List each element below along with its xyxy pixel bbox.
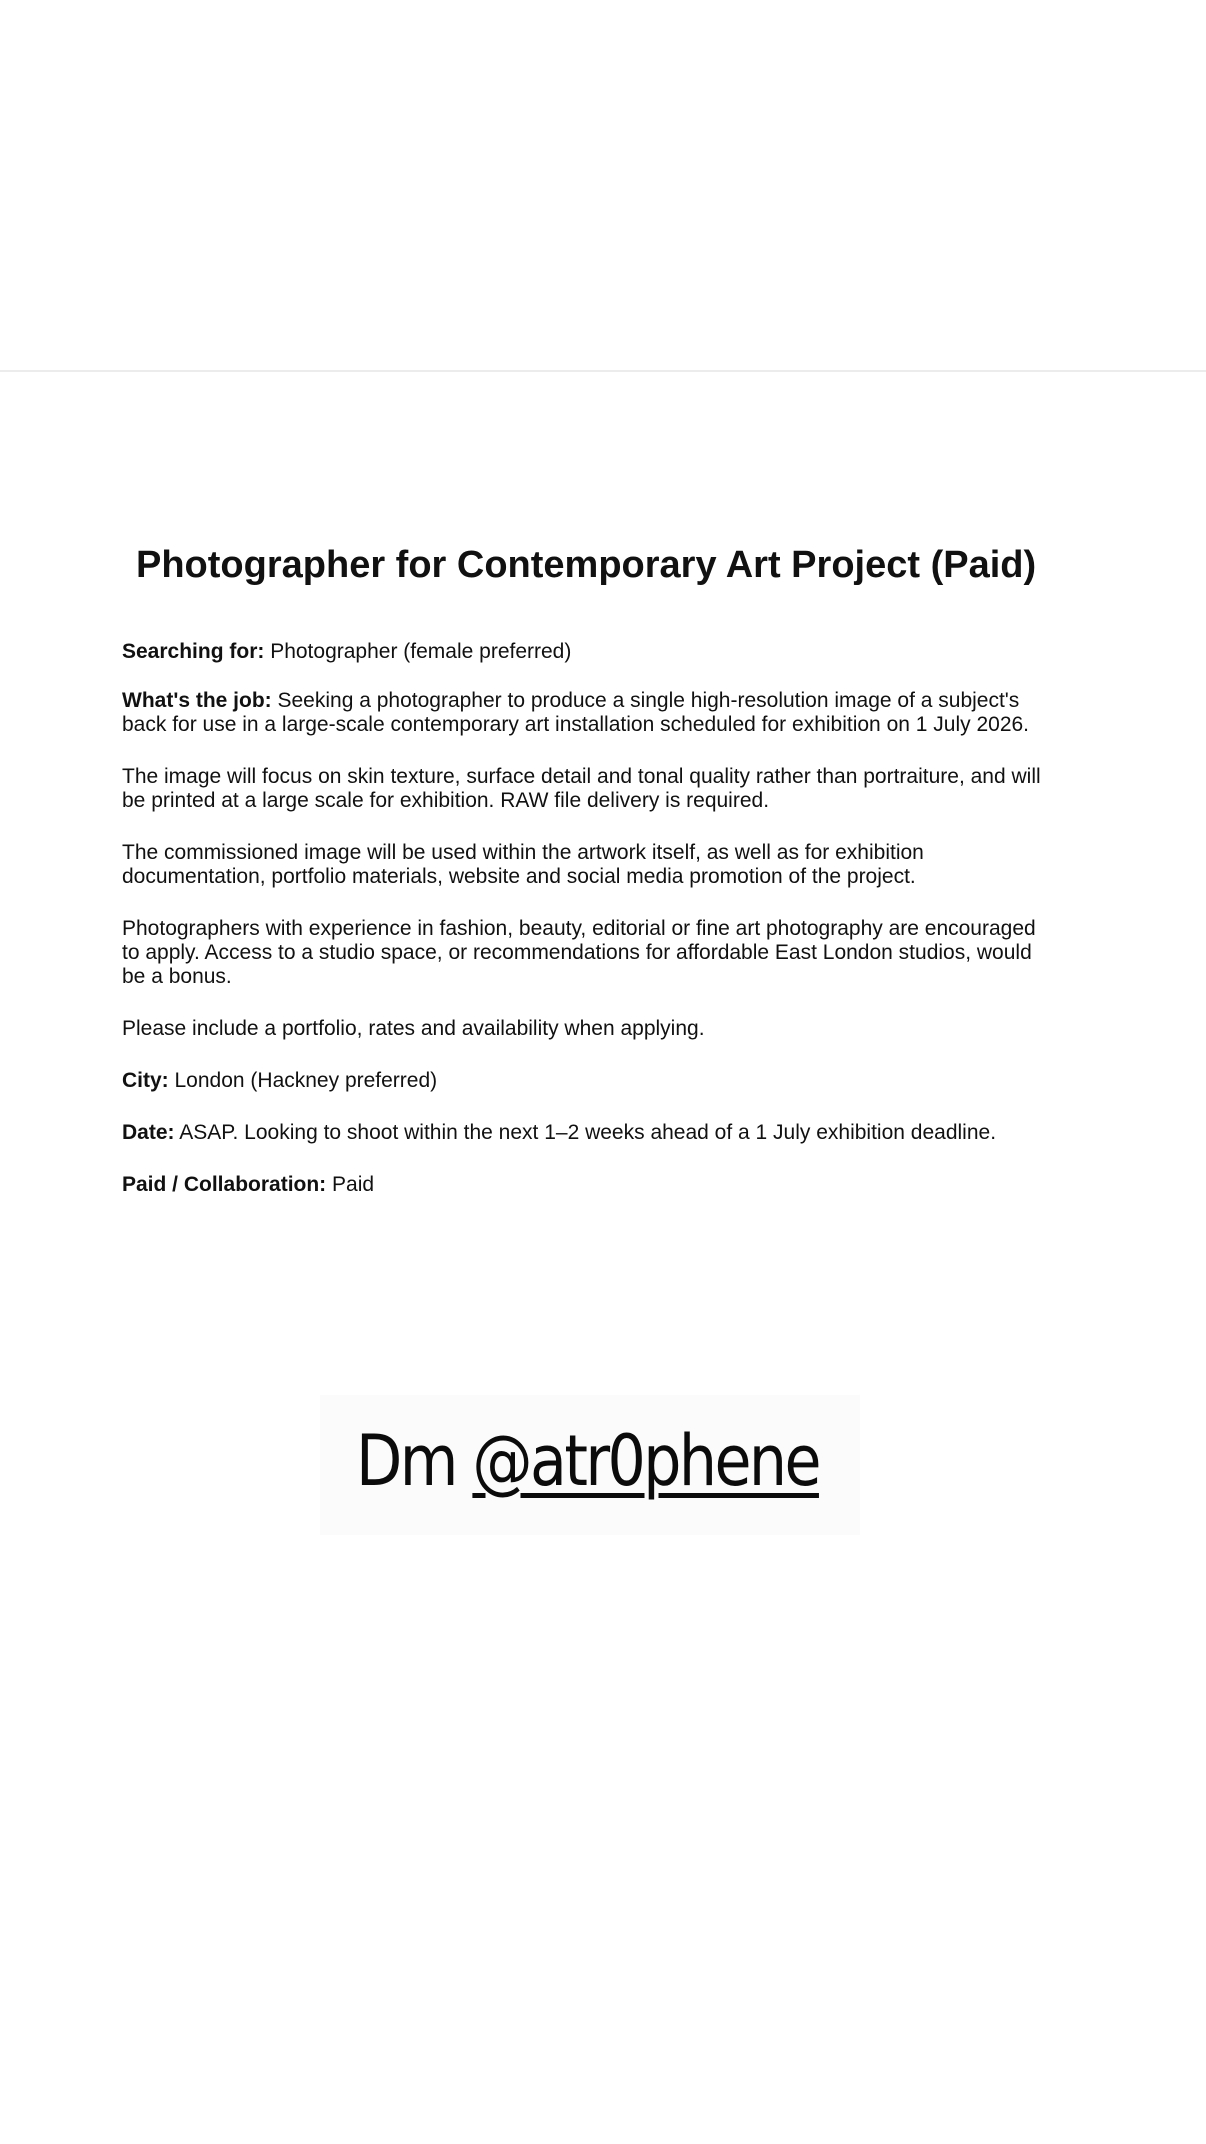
searching-for-row [122, 640, 1058, 664]
paragraph-apply: Please include a portfolio, rates and availability when applying. [122, 1017, 705, 1040]
posting-title: Photographer for Contemporary Art Project (Paid) [136, 544, 1037, 586]
date-value: ASAP. Looking to shoot within the next 1–2 weeks ahead of a 1 July exhibition deadline. [174, 1121, 997, 1144]
dm-callout-text [356, 1419, 819, 1503]
paragraph-usage: The commissioned image will be used within the artwork itself, as well as for exhibition documentation, portfolio materials, website and social media promotion of the project. [122, 841, 924, 888]
paragraph-image-focus: The image will focus on skin texture, surface detail and tonal quality rather than portraiture, and will be printed at a large scale for exhibition. RAW file delivery is required. [122, 765, 1041, 812]
searching-for-label: Searching for: [122, 640, 265, 663]
date-label: Date: [122, 1121, 175, 1144]
paid-value: Paid [326, 1173, 375, 1196]
instagram-handle-link[interactable]: @atr0phene [472, 1420, 819, 1502]
city-value: London (Hackney preferred) [168, 1069, 438, 1092]
city-label: City: [122, 1069, 169, 1092]
page-divider [0, 370, 1206, 372]
job-value: Seeking a photographer to produce a single high-resolution image of a subject's back for use in a large-scale contemporary art installation scheduled for exhibition on 1 July 2026. [122, 689, 1030, 736]
job-description-row [122, 689, 1058, 737]
job-posting [118, 540, 1058, 1222]
dm-callout [320, 1395, 860, 1535]
city-row [122, 1069, 1058, 1093]
date-row [122, 1121, 1058, 1145]
paid-row [122, 1173, 1058, 1197]
job-label: What's the job: [122, 689, 272, 712]
dm-prefix: Dm [356, 1420, 473, 1502]
paid-label: Paid / Collaboration: [122, 1173, 327, 1196]
searching-for-value: Photographer (female preferred) [264, 640, 572, 663]
paragraph-experience: Photographers with experience in fashion, beauty, editorial or fine art photography are encouraged to apply. Access to a studio space, or recommendations for affordable East London studios, would be a bonus. [122, 917, 1036, 988]
